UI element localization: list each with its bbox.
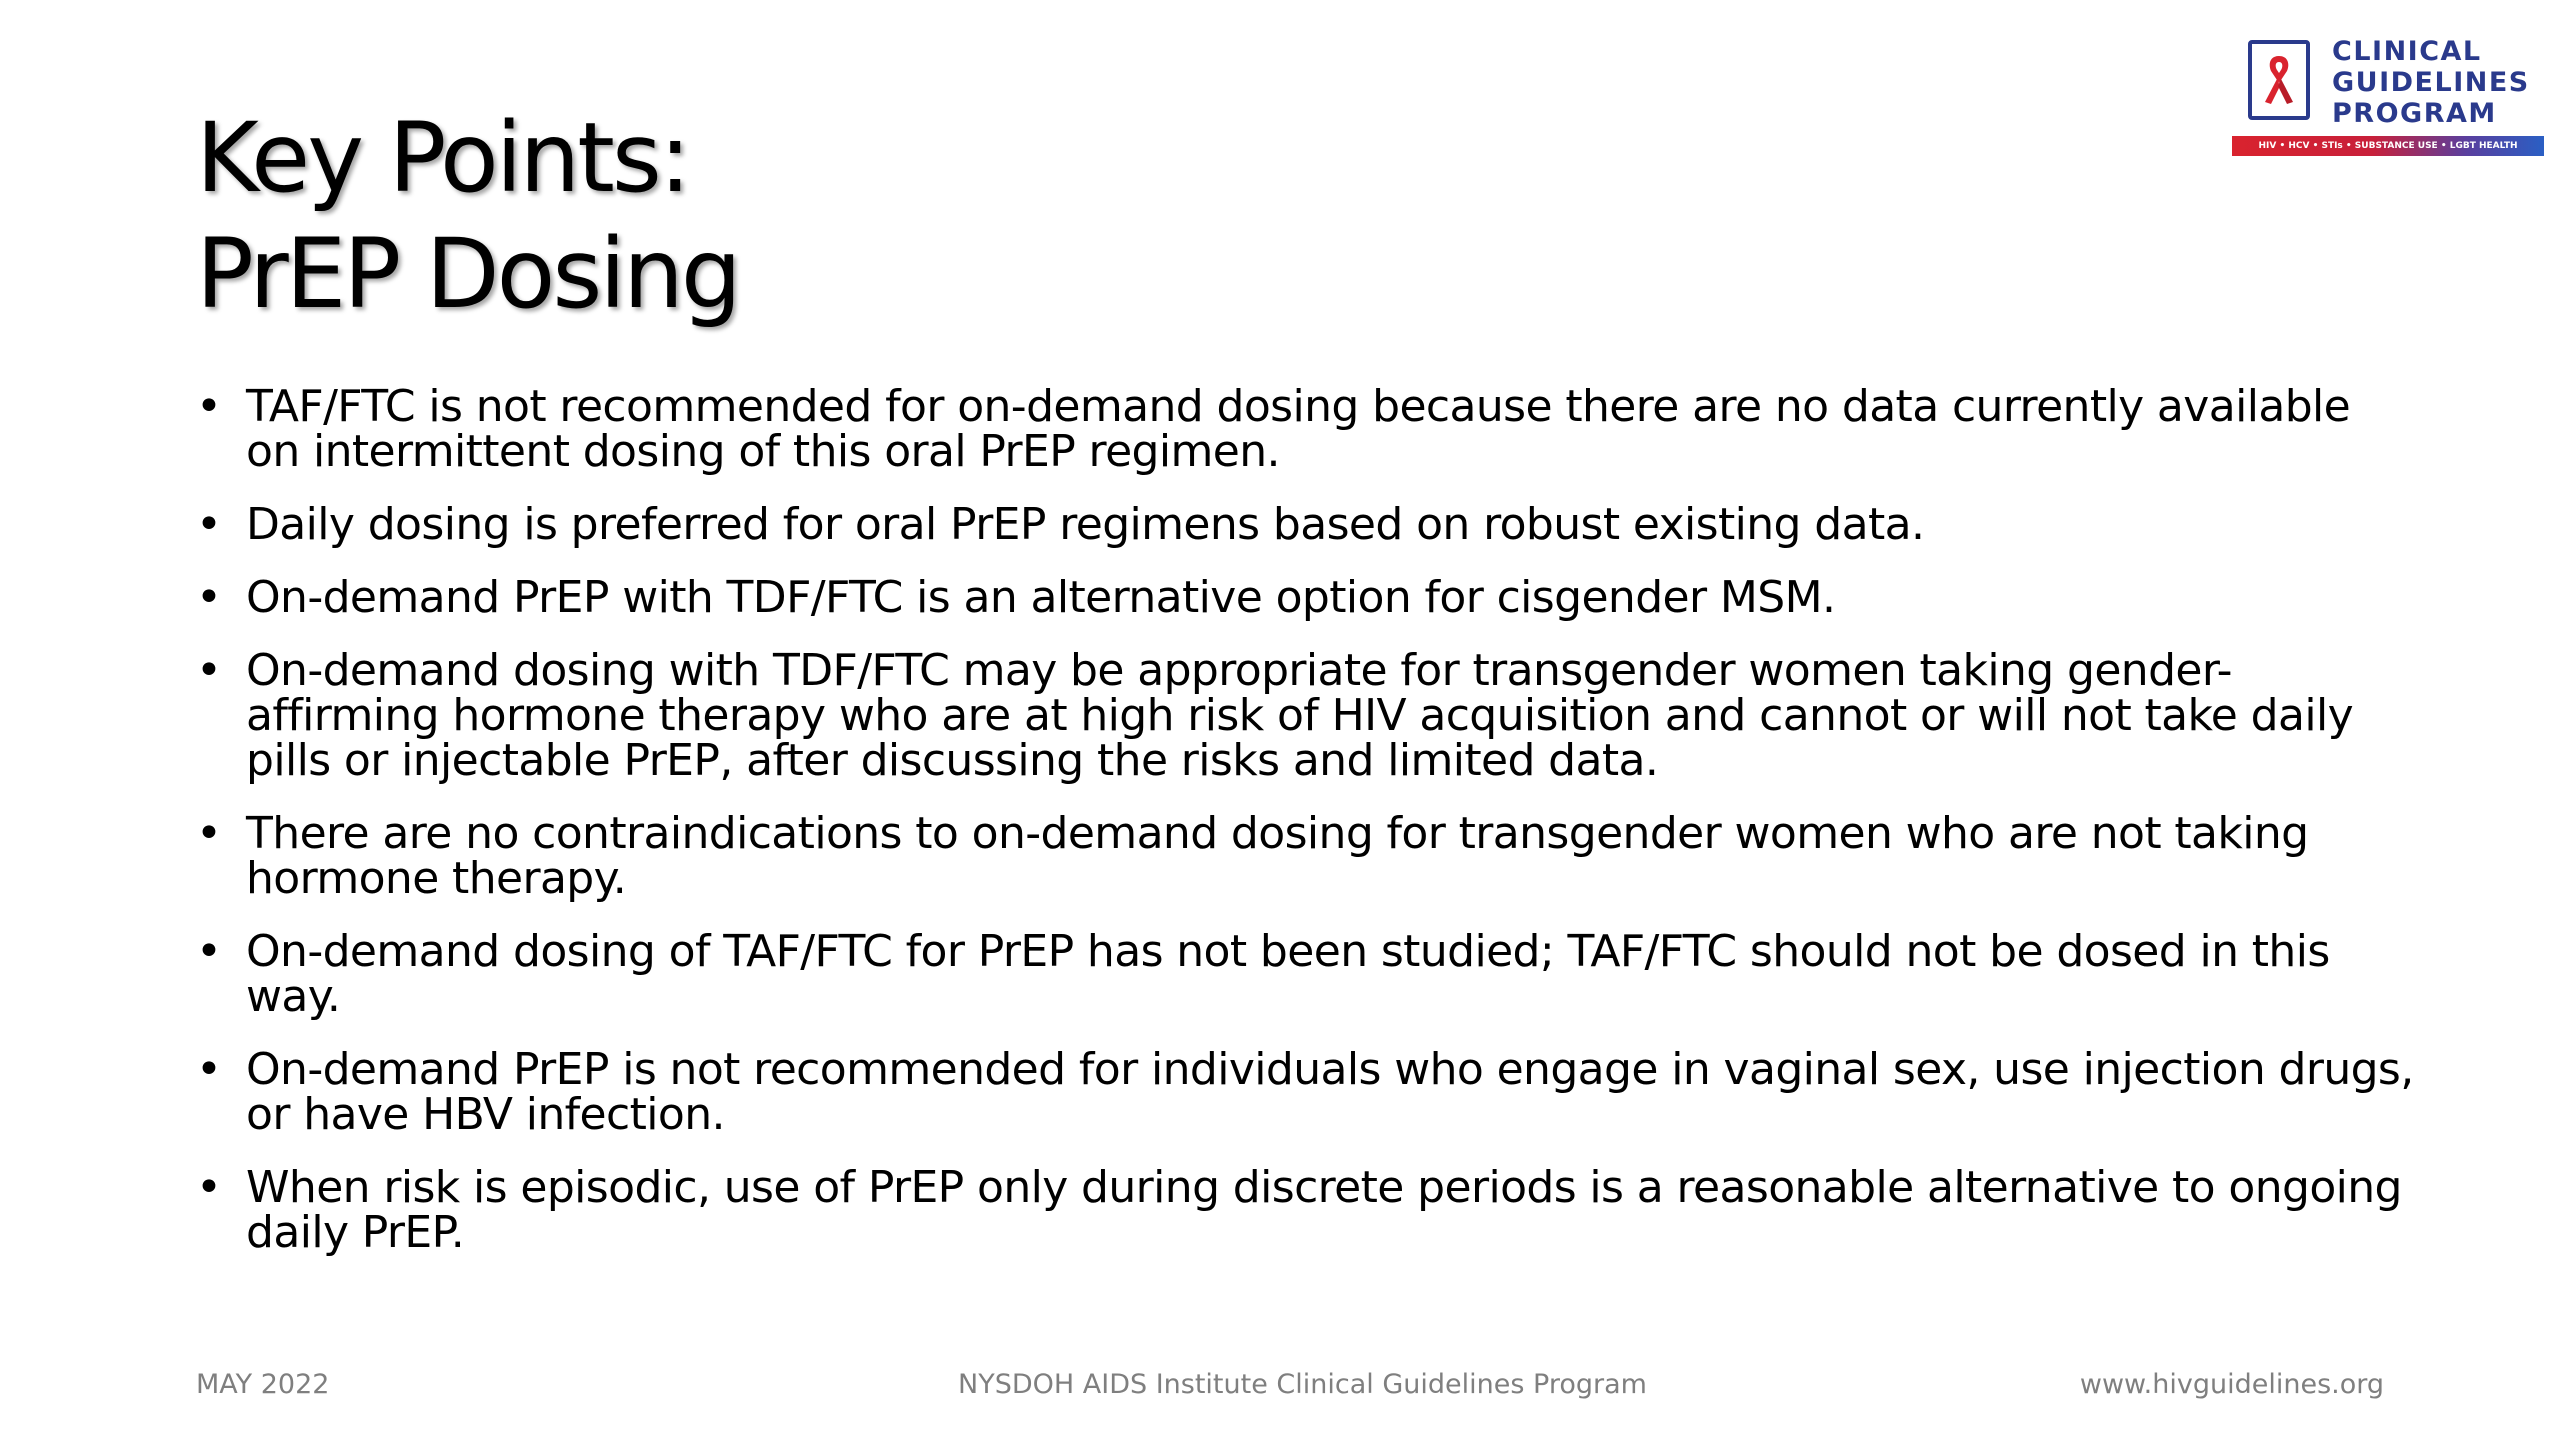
list-item xyxy=(196,499,2416,550)
footer-url: www.hivguidelines.org xyxy=(2079,1369,2384,1400)
bullet-text: On-demand PrEP is not recommended for individuals who engage in vaginal sex, use injection drugs, or have HBV infection. xyxy=(246,1044,2414,1140)
list-item xyxy=(196,645,2416,786)
list-item xyxy=(196,1162,2416,1258)
bullet-marker: • xyxy=(196,645,222,696)
bullet-marker: • xyxy=(196,1044,222,1095)
bullet-marker: • xyxy=(196,381,222,432)
logo-line1: CLINICAL xyxy=(2332,36,2482,67)
bullet-text: TAF/FTC is not recommended for on-demand dosing because there are no data currently available on intermittent dosing of this oral PrEP regimen. xyxy=(246,381,2351,477)
logo-emblem xyxy=(2248,40,2310,120)
slide-title-line1: Key Points: xyxy=(196,102,689,214)
bullet-marker: • xyxy=(196,1162,222,1213)
list-item xyxy=(196,381,2416,477)
red-ribbon-icon xyxy=(2258,52,2300,110)
list-item xyxy=(196,926,2416,1022)
bullet-marker: • xyxy=(196,499,222,550)
logo-wordmark xyxy=(2332,36,2530,129)
bullet-text: There are no contraindications to on-demand dosing for transgender women who are not taking hormone therapy. xyxy=(246,808,2309,904)
list-item xyxy=(196,572,2416,623)
logo-line3: PROGRAM xyxy=(2332,98,2497,129)
bullet-marker: • xyxy=(196,572,222,623)
clinical-guidelines-logo xyxy=(2232,36,2544,160)
bullet-text: When risk is episodic, use of PrEP only during discrete periods is a reasonable alternative to ongoing daily PrEP. xyxy=(246,1162,2402,1258)
slide-title xyxy=(196,100,739,332)
bullet-marker: • xyxy=(196,808,222,859)
slide-title-line2: PrEP Dosing xyxy=(196,218,739,330)
footer-date: MAY 2022 xyxy=(196,1369,330,1400)
bullet-text: Daily dosing is preferred for oral PrEP regimens based on robust existing data. xyxy=(246,499,1925,550)
bullet-text: On-demand PrEP with TDF/FTC is an alternative option for cisgender MSM. xyxy=(246,572,1836,623)
bullet-text: On-demand dosing with TDF/FTC may be appropriate for transgender women taking gender-affirming hormone therapy who are at high risk of HIV acquisition and cannot or will not take daily pills or injectable PrEP, after discussing the risks and limited data. xyxy=(246,645,2354,786)
logo-tagline: HIV • HCV • STIs • SUBSTANCE USE • LGBT HEALTH xyxy=(2232,136,2544,156)
logo-line2: GUIDELINES xyxy=(2332,67,2530,98)
key-points-list xyxy=(196,381,2416,1283)
footer-program: NYSDOH AIDS Institute Clinical Guidelines Program xyxy=(958,1369,1647,1400)
list-item xyxy=(196,1044,2416,1140)
list-item xyxy=(196,808,2416,904)
bullet-marker: • xyxy=(196,926,222,977)
bullet-text: On-demand dosing of TAF/FTC for PrEP has not been studied; TAF/FTC should not be dosed in this way. xyxy=(246,926,2330,1022)
